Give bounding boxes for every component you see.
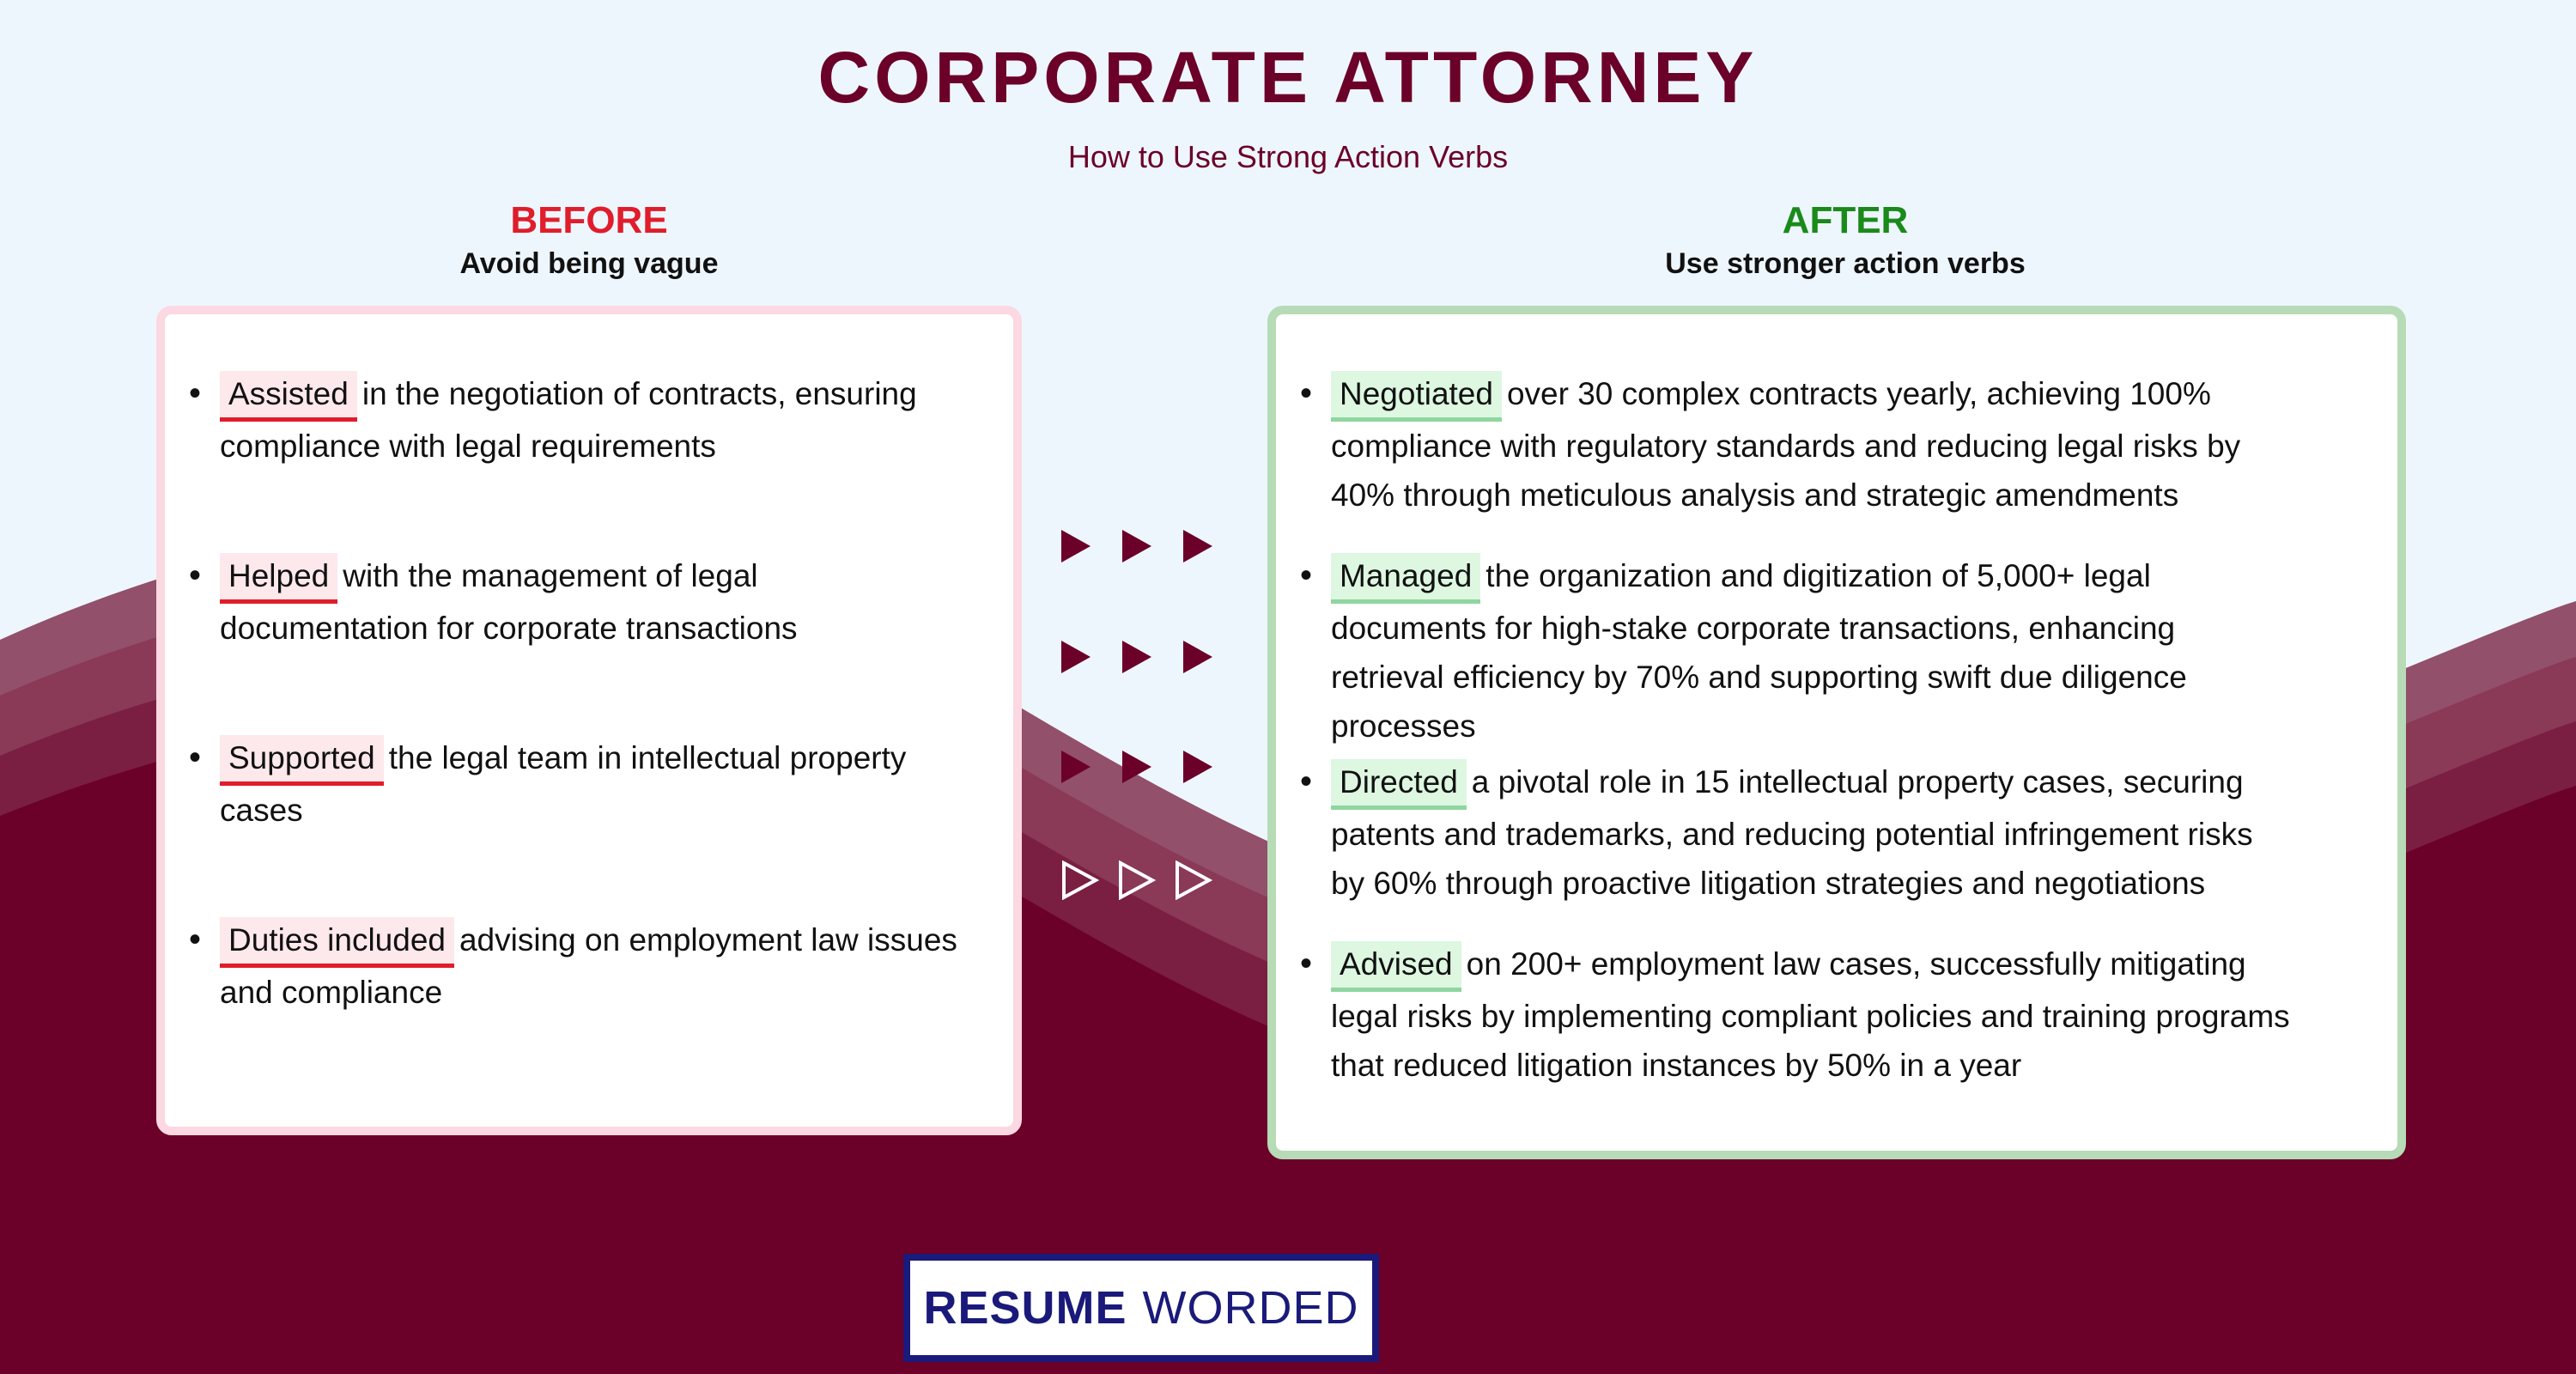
arrow-icon [1061, 530, 1091, 562]
item-line: legal risks by implementing compliant policies and training programs [1331, 999, 2290, 1034]
arrow-row [1061, 530, 1212, 562]
strong-verb: Directed [1331, 759, 1467, 810]
after-item [1300, 369, 2396, 520]
item-line: a pivotal role in 15 intellectual property cases, securing [1471, 764, 2244, 799]
outline-arrow-icon [1118, 860, 1156, 900]
item-line: compliance with legal requirements [220, 429, 716, 464]
after-sublabel: Use stronger action verbs [1665, 247, 2026, 280]
arrow-icon [1122, 641, 1151, 673]
arrow-icon [1061, 641, 1091, 673]
item-line: and compliance [220, 975, 443, 1010]
arrow-row [1061, 641, 1212, 673]
item-line: processes [1331, 708, 1476, 744]
bullet: • [1300, 945, 1313, 982]
after-heading [1267, 199, 2423, 281]
outline-arrow-icon [1175, 860, 1212, 900]
bullet: • [1300, 763, 1313, 800]
item-line: cases [220, 793, 303, 828]
item-line: on 200+ employment law cases, successfully mitigating [1466, 946, 2246, 982]
bullet: • [189, 921, 202, 958]
item-line: by 60% through proactive litigation strategies and negotiations [1331, 866, 2206, 901]
item-line: with the management of legal [343, 558, 758, 593]
logo-light-text: WORDED [1142, 1282, 1359, 1334]
before-heading [156, 199, 1022, 281]
weak-verb: Assisted [220, 371, 357, 422]
resume-worded-logo [903, 1254, 1379, 1362]
item-line: in the negotiation of contracts, ensuring [361, 376, 917, 411]
weak-verb: Helped [220, 553, 337, 604]
strong-verb: Managed [1331, 553, 1480, 604]
item-line: the organization and digitization of 5,000+ legal [1485, 558, 2151, 593]
arrow-icon [1183, 641, 1212, 673]
item-line: patents and trademarks, and reducing potential infringement risks [1331, 817, 2253, 852]
item-line: that reduced litigation instances by 50% in a year [1331, 1048, 2022, 1083]
bullet: • [189, 556, 202, 594]
strong-verb: Advised [1331, 941, 1461, 992]
arrow-icon [1183, 530, 1212, 562]
before-sublabel: Avoid being vague [459, 247, 719, 280]
item-line: documentation for corporate transactions [220, 611, 798, 646]
item-line: compliance with regulatory standards and reducing legal risks by [1331, 429, 2241, 464]
bullet: • [189, 374, 202, 412]
bullet: • [1300, 374, 1313, 412]
arrow-icon [1183, 751, 1212, 783]
page-subtitle: How to Use Strong Action Verbs [1067, 139, 1509, 174]
item-line: 40% through meticulous analysis and strategic amendments [1331, 477, 2179, 513]
bullet: • [1300, 556, 1313, 594]
page-title: CORPORATE ATTORNEY [817, 37, 1759, 118]
after-item [1300, 551, 2396, 751]
item-line: documents for high-stake corporate transactions, enhancing [1331, 611, 2176, 646]
before-item [189, 733, 1010, 835]
after-label: AFTER [1782, 199, 1909, 241]
item-line: the legal team in intellectual property [388, 740, 907, 775]
arrow-icon [1061, 751, 1091, 783]
item-line: advising on employment law issues [459, 922, 957, 958]
outline-arrow-icon [1061, 860, 1099, 900]
before-item [189, 915, 1010, 1017]
item-line: retrieval efficiency by 70% and supporting swift due diligence [1331, 660, 2187, 695]
arrow-icon [1122, 751, 1151, 783]
after-item [1300, 939, 2396, 1090]
before-label: BEFORE [510, 199, 668, 241]
weak-verb: Supported [220, 735, 384, 786]
after-item [1300, 757, 2396, 908]
arrow-icon [1122, 530, 1151, 562]
before-item [189, 369, 1010, 471]
logo-bold-text: RESUME [923, 1282, 1127, 1334]
strong-verb: Negotiated [1331, 371, 1502, 422]
arrow-row [1061, 860, 1212, 900]
bullet: • [189, 739, 202, 776]
before-item [189, 551, 1010, 653]
arrow-row [1061, 751, 1212, 783]
item-line: over 30 complex contracts yearly, achieving 100% [1506, 376, 2211, 411]
weak-verb: Duties included [220, 917, 454, 968]
